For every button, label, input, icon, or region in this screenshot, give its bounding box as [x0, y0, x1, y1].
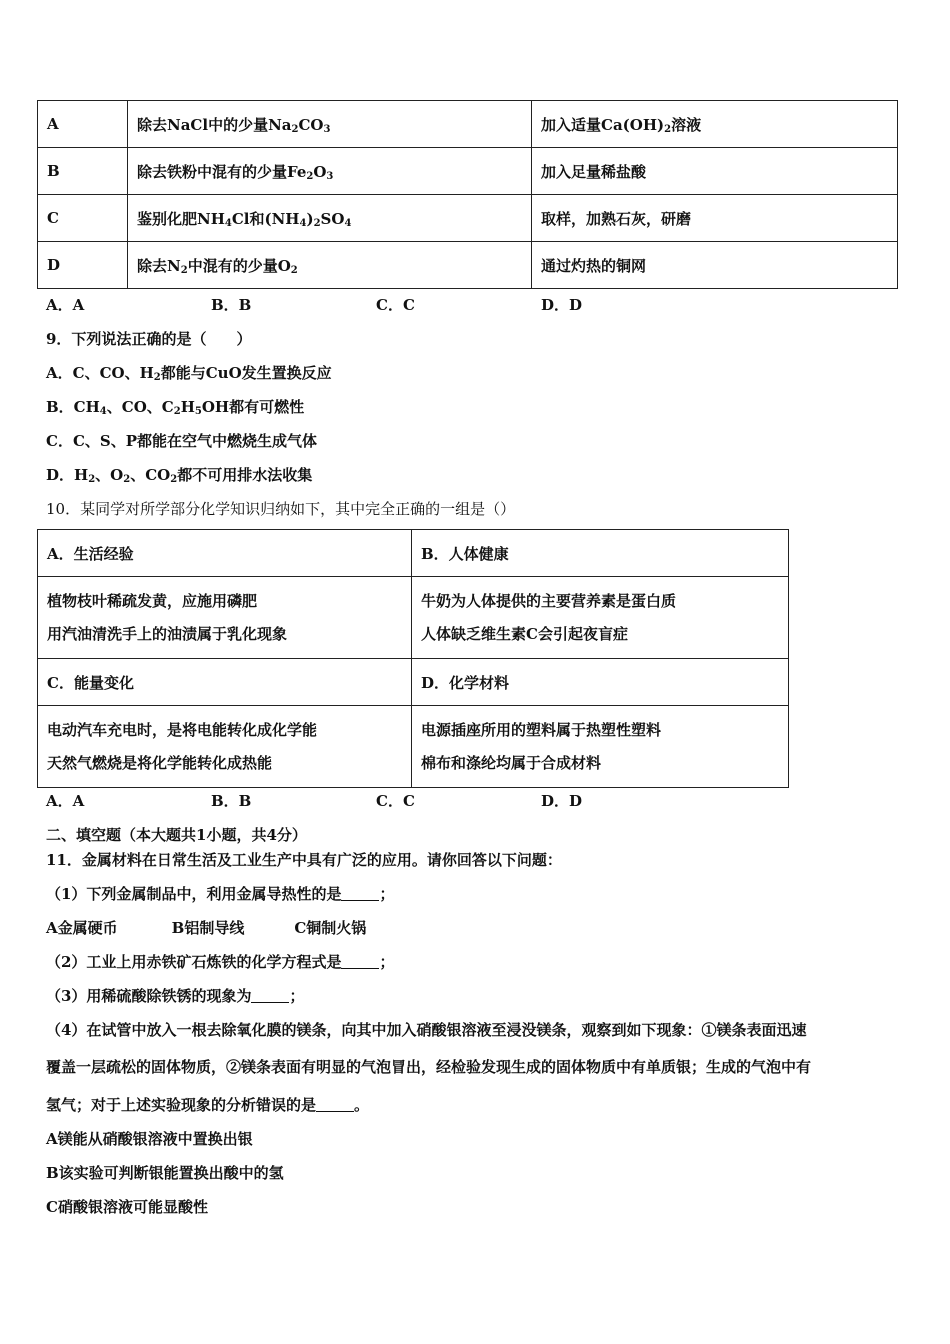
q9-stem: 9．下列说法正确的是（ ）: [46, 330, 252, 348]
cell-a-body: 植物枝叶稀疏发黄，应施用磷肥 用汽油清洗手上的油渍属于乳化现象: [38, 577, 412, 659]
row-purpose: 除去铁粉中混有的少量$Fe_2O_3$: [128, 148, 532, 195]
row-method: 取样，加熟石灰，研磨: [532, 195, 898, 242]
q10-option-a[interactable]: A．A: [46, 792, 85, 810]
cell-c-body: 电动汽车充电时，是将电能转化成化学能 天然气燃烧是将化学能转化成热能: [38, 706, 412, 788]
cell-a-head: A．生活经验: [38, 530, 412, 577]
q9-option-a[interactable]: A．C、CO、$H_2$都能与CuO发生置换反应: [46, 364, 332, 383]
table-row: [38, 706, 789, 788]
q10-option-c[interactable]: C．C: [376, 792, 415, 810]
table-row: [38, 242, 898, 289]
row-label: D: [38, 242, 128, 289]
q11-part3: （3）用稀硫酸除铁锈的现象为 ；: [46, 987, 305, 1005]
cell-c-head: C．能量变化: [38, 659, 412, 706]
q11-part2: （2）工业上用赤铁矿石炼铁的化学方程式是 ；: [46, 953, 395, 971]
section-title: 二、填空题（本大题共1小题，共4分）: [46, 826, 307, 844]
row-method: 加入足量稀盐酸: [532, 148, 898, 195]
q11-option-a[interactable]: A金属硬币: [46, 919, 118, 937]
cell-b-head: B．人体健康: [412, 530, 789, 577]
q11-option-c[interactable]: C铜制火锅: [294, 919, 367, 937]
answer-blank[interactable]: [341, 954, 379, 969]
q11-part4-option-b[interactable]: B该实验可判断银能置换出酸中的氢: [46, 1164, 284, 1182]
table-row: [38, 530, 789, 577]
q10-option-d[interactable]: D．D: [541, 792, 583, 810]
row-method: 通过灼热的铜网: [532, 242, 898, 289]
table-row: [38, 195, 898, 242]
row-label: C: [38, 195, 128, 242]
row-label: B: [38, 148, 128, 195]
q11-part4-option-c[interactable]: C硝酸银溶液可能显酸性: [46, 1198, 208, 1216]
cell-d-head: D．化学材料: [412, 659, 789, 706]
q11-part4-option-a[interactable]: A镁能从硝酸银溶液中置换出银: [46, 1130, 253, 1148]
q10-option-b[interactable]: B．B: [211, 792, 252, 810]
q8-option-d[interactable]: D．D: [541, 296, 583, 314]
q8-option-a[interactable]: A．A: [46, 296, 85, 314]
q11-part4-line2: 覆盖一层疏松的固体物质，②镁条表面有明显的气泡冒出，经检验发现生成的固体物质中有单质银；生成的气泡中有: [46, 1058, 812, 1076]
row-label: A: [38, 101, 128, 148]
table-row: [38, 577, 789, 659]
q11-part1: （1）下列金属制品中，利用金属导热性的是 ；: [46, 885, 395, 903]
answer-blank[interactable]: [251, 988, 289, 1003]
q11-option-b[interactable]: B铝制导线: [171, 919, 245, 937]
q9-option-c[interactable]: C．C、S、P都能在空气中燃烧生成气体: [46, 432, 317, 450]
q8-option-b[interactable]: B．B: [211, 296, 252, 314]
table-row: [38, 659, 789, 706]
row-method: 加入适量$Ca(OH)_2$溶液: [532, 101, 898, 148]
table-row: [38, 101, 898, 148]
row-purpose: 鉴别化肥$NH_4Cl$和$(NH_4)_2SO_4$: [128, 195, 532, 242]
q8-option-c[interactable]: C．C: [376, 296, 415, 314]
q9-option-b[interactable]: B．$CH_4$、CO、$C_2H_5OH$都有可燃性: [46, 398, 305, 417]
row-purpose: 除去NaCl中的少量$Na_2CO_3$: [128, 101, 532, 148]
answer-blank[interactable]: [316, 1097, 354, 1112]
q9-option-d[interactable]: D．$H_2$、$O_2$、$CO_2$都不可用排水法收集: [46, 466, 313, 485]
table-row: [38, 148, 898, 195]
q10-stem: 10．某同学对所学部分化学知识归纳如下，其中完全正确的一组是（）: [46, 500, 516, 518]
q11-part4-line1: （4）在试管中放入一根去除氧化膜的镁条，向其中加入硝酸银溶液至浸没镁条，观察到如下现象：①镁条表面迅速: [46, 1021, 807, 1039]
q11-part1-options: [46, 917, 366, 938]
q11-part4-line3: 氢气；对于上述实验现象的分析错误的是 。: [46, 1096, 370, 1114]
row-purpose: 除去$N_2$中混有的少量$O_2$: [128, 242, 532, 289]
q10-table: [37, 529, 789, 788]
q8-table: [37, 100, 898, 289]
cell-d-body: 电源插座所用的塑料属于热塑性塑料 棉布和涤纶均属于合成材料: [412, 706, 789, 788]
q11-stem: 11．金属材料在日常生活及工业生产中具有广泛的应用。请你回答以下问题：: [46, 851, 562, 869]
answer-blank[interactable]: [341, 886, 379, 901]
cell-b-body: 牛奶为人体提供的主要营养素是蛋白质 人体缺乏维生素C会引起夜盲症: [412, 577, 789, 659]
